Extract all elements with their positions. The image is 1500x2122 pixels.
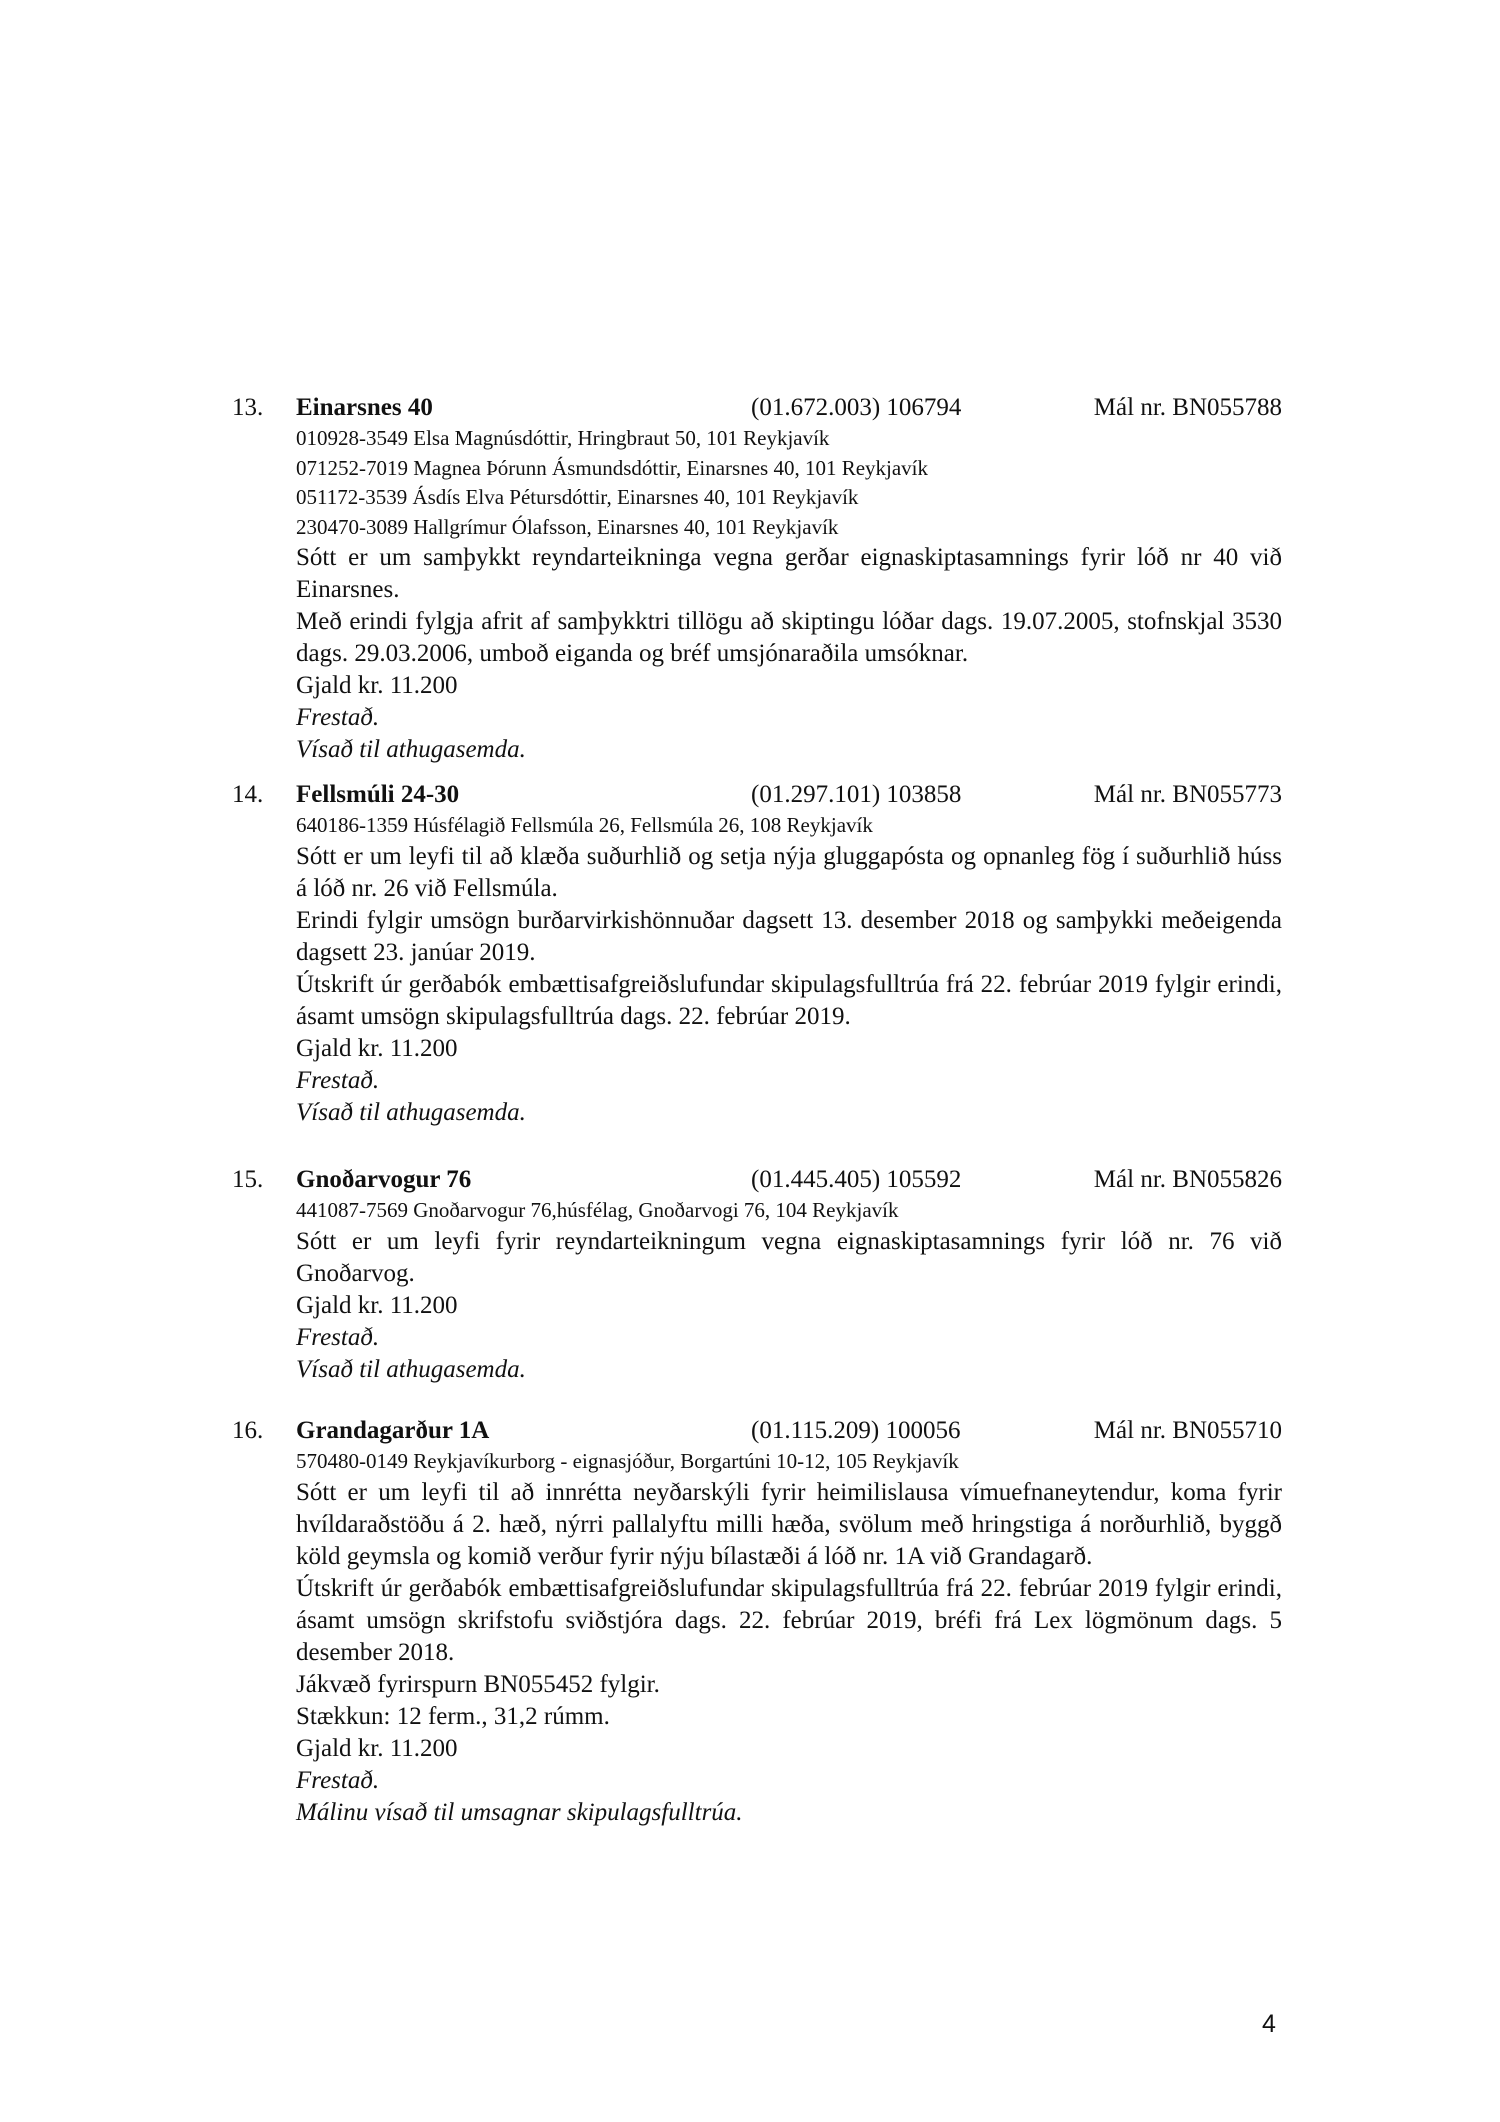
status-line: Vísað til athugasemda. [296, 1355, 526, 1383]
case-number: Mál nr. BN055710 [1093, 1417, 1282, 1444]
description-paragraph: Útskrift úr gerðabók embættisafgreiðslufundar skipulagsfulltrúa frá 22. febrúar 2019 fylgir erindi, ásamt umsögn skrifstofu sviðstjóra dags. 22. febrúar 2019, bréfi frá Lex lögmönum dags. 5 desember 2018. [296, 1574, 1282, 1666]
item-number: 15. [232, 1166, 264, 1193]
description-paragraph: Með erindi fylgja afrit af samþykktri tillögu að skiptingu lóðar dags. 19.07.2005, stofnskjal 3530 dags. 29.03.2006, umboð eiganda og bréf umsjónaraðila umsóknar. [296, 608, 1282, 667]
property-address: Fellsmúli 24-30 [296, 781, 460, 808]
owner-line: 230470-3089 Hallgrímur Ólafsson, Einarsnes 40, 101 Reykjavík [296, 514, 839, 539]
case-number: Mál nr. BN055826 [1093, 1166, 1282, 1193]
property-address: Einarsnes 40 [296, 394, 433, 421]
property-address: Gnoðarvogur 76 [296, 1166, 472, 1193]
agenda-item-body [296, 1447, 1282, 1829]
status-line: Frestað. [296, 1066, 380, 1094]
agenda-item-header [232, 1415, 1282, 1447]
status-line: Málinu vísað til umsagnar skipulagsfulltrúa. [296, 1798, 743, 1826]
agenda-item-body [296, 811, 1282, 1129]
description-paragraph: Sótt er um samþykkt reyndarteikninga vegna gerðar eignaskiptasamnings fyrir lóð nr 40 við Einarsnes. [296, 544, 1282, 603]
status-line: Vísað til athugasemda. [296, 736, 526, 763]
agenda-item-header [232, 1164, 1282, 1196]
agenda-item-header [232, 392, 1282, 424]
description-paragraph: Útskrift úr gerðabók embættisafgreiðslufundar skipulagsfulltrúa frá 22. febrúar 2019 fylgir erindi, ásamt umsögn skipulagsfulltrúa dags. 22. febrúar 2019. [296, 970, 1282, 1030]
agenda-item [232, 779, 1282, 1129]
status-line: Frestað. [296, 1323, 380, 1351]
land-number: (01.115.209) 100056 [751, 1417, 961, 1444]
description-paragraph: Erindi fylgir umsögn burðarvirkishönnuðar dagsett 13. desember 2018 og samþykki meðeigenda dagsett 23. janúar 2019. [296, 906, 1282, 966]
case-number: Mál nr. BN055788 [1093, 394, 1282, 421]
detail-line: Stækkun: 12 ferm., 31,2 rúmm. [296, 1702, 610, 1730]
agenda-item [232, 1164, 1282, 1386]
owner-line: 570480-0149 Reykjavíkurborg - eignasjóður, Borgartúni 10-12, 105 Reykjavík [296, 1449, 959, 1473]
item-number: 16. [232, 1417, 264, 1444]
page-number: 4 [1262, 2010, 1276, 2038]
status-line: Frestað. [296, 1766, 380, 1794]
owner-line: 071252-7019 Magnea Þórunn Ásmundsdóttir, Einarsnes 40, 101 Reykjavík [296, 455, 929, 480]
detail-line: Gjald kr. 11.200 [296, 1034, 458, 1062]
land-number: (01.672.003) 106794 [751, 394, 962, 421]
owner-line: 640186-1359 Húsfélagið Fellsmúla 26, Fellsmúla 26, 108 Reykjavík [296, 813, 873, 837]
land-number: (01.297.101) 103858 [751, 781, 962, 808]
status-line: Vísað til athugasemda. [296, 1098, 526, 1126]
detail-line: Gjald kr. 11.200 [296, 672, 458, 699]
item-number: 14. [232, 781, 264, 808]
item-number: 13. [232, 394, 264, 421]
agenda-item-body [296, 1196, 1282, 1386]
detail-line: Gjald kr. 11.200 [296, 1734, 458, 1762]
agenda-item [232, 392, 1282, 766]
detail-line: Jákvæð fyrirspurn BN055452 fylgir. [296, 1670, 660, 1698]
owner-line: 051172-3539 Ásdís Elva Pétursdóttir, Einarsnes 40, 101 Reykjavík [296, 485, 859, 509]
description-paragraph: Sótt er um leyfi fyrir reyndarteikningum vegna eignaskiptasamnings fyrir lóð nr. 76 við Gnoðarvog. [296, 1227, 1282, 1287]
property-address: Grandagarður 1A [296, 1417, 490, 1444]
agenda-item [232, 1415, 1282, 1829]
detail-line: Gjald kr. 11.200 [296, 1291, 458, 1319]
owner-line: 010928-3549 Elsa Magnúsdóttir, Hringbraut 50, 101 Reykjavík [296, 426, 830, 450]
land-number: (01.445.405) 105592 [751, 1166, 962, 1193]
case-number: Mál nr. BN055773 [1093, 781, 1282, 808]
owner-line: 441087-7569 Gnoðarvogur 76,húsfélag, Gnoðarvogi 76, 104 Reykjavík [296, 1198, 899, 1222]
description-paragraph: Sótt er um leyfi til að klæða suðurhlið og setja nýja gluggapósta og opnanleg fög í suðurhlið húss á lóð nr. 26 við Fellsmúla. [296, 842, 1282, 902]
status-line: Frestað. [296, 704, 380, 731]
description-paragraph: Sótt er um leyfi til að innrétta neyðarskýli fyrir heimilislausa vímuefnaneytendur, koma fyrir hvíldaraðstöðu á 2. hæð, nýrri pallalyftu milli hæða, svölum með hringstiga á norðurhlið, byggð köld geymsla og komið verður fyrir nýju bílastæði á lóð nr. 1A við Grandagarð. [296, 1478, 1282, 1570]
agenda-item-body [296, 424, 1282, 766]
agenda-item-header [232, 779, 1282, 811]
